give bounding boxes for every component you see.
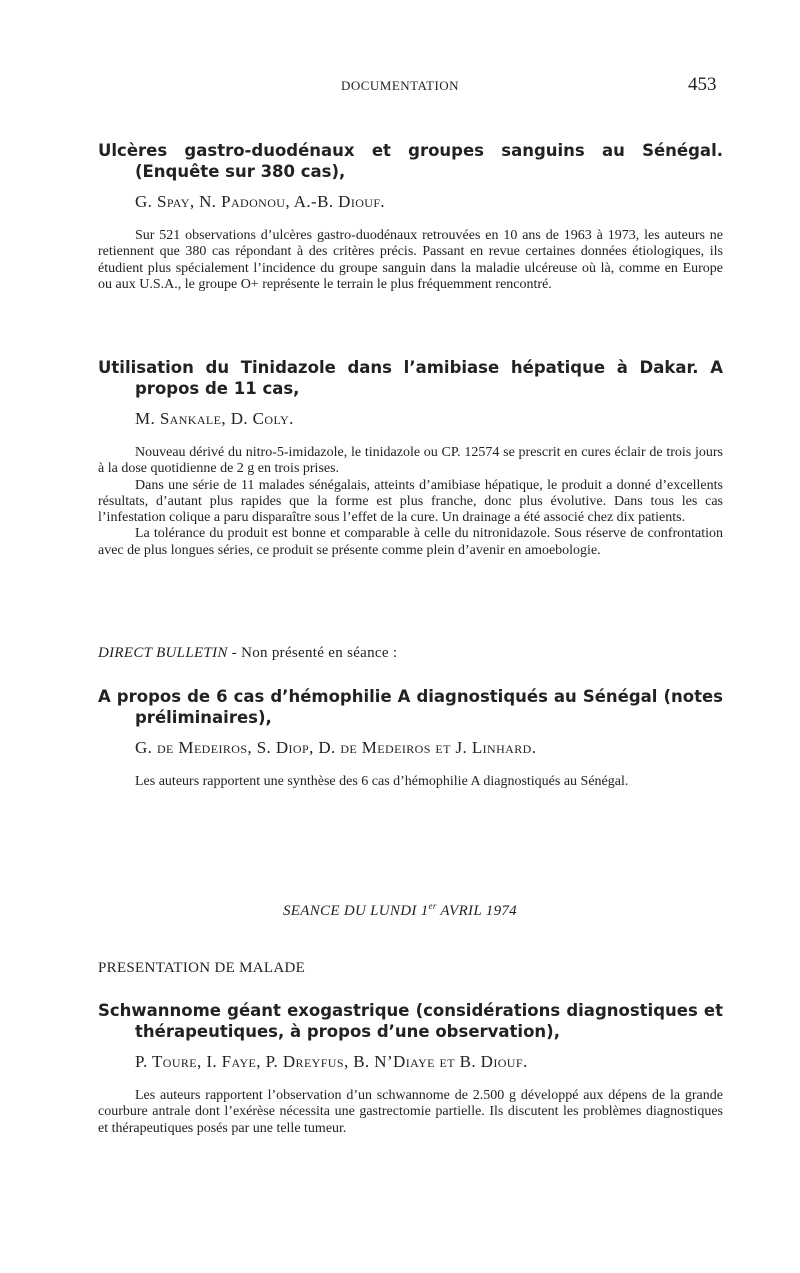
article-abstract xyxy=(98,445,723,559)
abstract-paragraph: Les auteurs rapportent l’observation d’un schwannome de 2.500 g développé aux dépens de la grande courbure antrale dont l’exérèse nécessita une gastrectomie partielle. Ils discutent les problèmes diagnostiques et thérapeutiques posés par une telle tumeur. xyxy=(98,1088,723,1136)
article-authors: G. de Medeiros, S. Diop, D. de Medeiros et J. Linhard. xyxy=(135,738,537,757)
article-title: Ulcères gastro-duodénaux et groupes sanguins au Sénégal. (Enquête sur 380 cas), xyxy=(98,141,723,181)
session-date: SEANCE DU LUNDI 1 xyxy=(283,903,429,919)
direct-bulletin-notice xyxy=(98,645,397,662)
session-date-suffix: AVRIL 1974 xyxy=(436,903,517,919)
article-title: Schwannome géant exogastrique (considérations diagnostiques et thérapeutiques, à propos d’une observation), xyxy=(98,1001,723,1041)
session-superscript: er xyxy=(428,901,437,911)
notice-text: - Non présenté en séance : xyxy=(227,645,398,661)
abstract-paragraph: Sur 521 observations d’ulcères gastro-duodénaux retrouvées en 10 ans de 1963 à 1973, les auteurs ne retiennent que 380 cas répondant à des critères précis. Passant en revue certaines données étiologiques, ils étudient plus spécialement l’incidence du groupe sanguin dans la maladie ulcéreuse où là, comme en Europe ou aux U.S.A., le groupe O+ représente le terrain le plus fréquemment rencontré. xyxy=(98,228,723,292)
article-abstract xyxy=(98,774,723,790)
article-authors: P. Toure, I. Faye, P. Dreyfus, B. N’Diaye et B. Diouf. xyxy=(135,1052,528,1071)
article-ulceres xyxy=(98,140,723,293)
article-authors: G. Spay, N. Padonou, A.-B. Diouf. xyxy=(135,192,386,211)
section-heading: PRESENTATION DE MALADE xyxy=(98,960,306,976)
article-tinidazole xyxy=(98,357,723,559)
abstract-paragraph: Les auteurs rapportent une synthèse des 6 cas d’hémophilie A diagnostiqués au Sénégal. xyxy=(135,774,629,789)
page-number: 453 xyxy=(688,74,717,95)
abstract-paragraph: Dans une série de 11 malades sénégalais, atteints d’amibiase hépatique, le produit a donné d’excellents résultats, d’autant plus rapides que la forme est plus franche, donc plus évolutive. Dans tous les cas l’infestation colique a paru disparaître sous l’effet de la cure. Un drainage a été associé chez dix patients. xyxy=(98,477,723,526)
abstract-paragraph: La tolérance du produit est bonne et comparable à celle du nitronidazole. Sous réserve de confrontation avec de plus longues séries, ce produit se présente comme plein d’avenir en amoebologie. xyxy=(98,526,723,558)
running-header: DOCUMENTATION xyxy=(340,78,460,93)
session-heading xyxy=(0,901,800,920)
notice-label: DIRECT BULLETIN xyxy=(98,645,228,661)
article-schwannome xyxy=(98,1000,723,1137)
article-title: A propos de 6 cas d’hémophilie A diagnostiqués au Sénégal (notes préliminaires), xyxy=(98,687,723,727)
article-title: Utilisation du Tinidazole dans l’amibiase hépatique à Dakar. A propos de 11 cas, xyxy=(98,358,723,398)
article-hemophilie xyxy=(98,686,723,790)
article-authors: M. Sankale, D. Coly. xyxy=(135,409,294,428)
abstract-paragraph: Nouveau dérivé du nitro-5-imidazole, le tinidazole ou CP. 12574 se prescrit en cures éclair de trois jours à la dose quotidienne de 2 g en trois prises. xyxy=(98,445,723,477)
article-abstract xyxy=(98,228,723,293)
article-abstract xyxy=(98,1088,723,1137)
